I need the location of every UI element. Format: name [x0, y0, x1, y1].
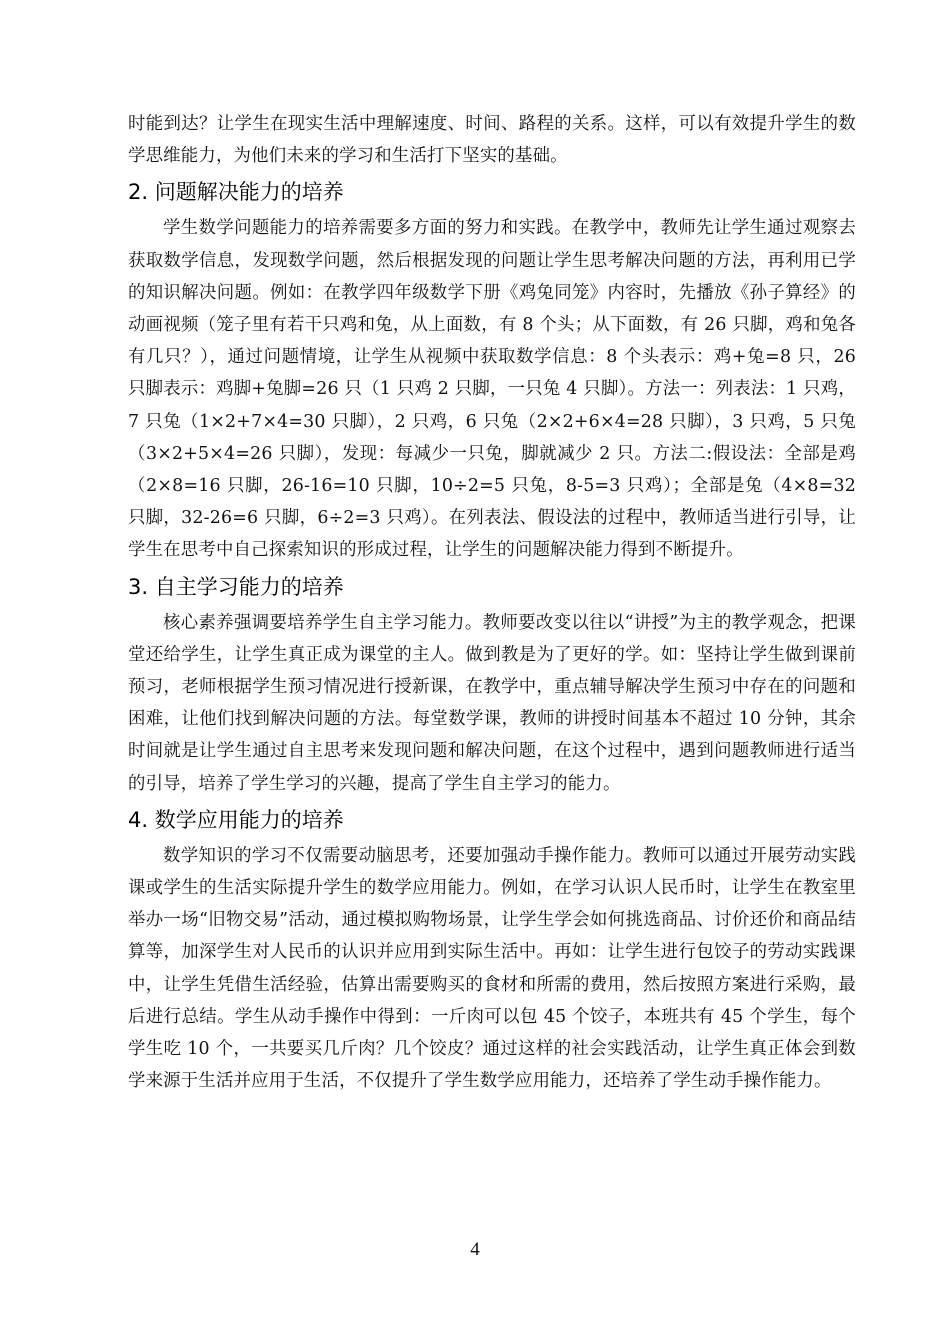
- page-content: [128, 108, 856, 1097]
- section-heading-math-application: 4. 数学应用能力的培养: [128, 807, 344, 832]
- section-body-self-learning: 核心素养强调要培养学生自主学习能力。教师要改变以往以“讲授”为主的教学观念，把课堂还给学生，让学生真正成为课堂的主人。做到教是为了更好的学。如：坚持让学生做到课前预习，老师根据学生预习情况进行授新课，在教学中，重点辅导解决学生预习中存在的问题和困难，让他们找到解决问题的方法。每堂数学课，教师的讲授时间基本不超过 10 分钟，其余时间就是让学生通过自主思考来发现问题和解决问题，在这个过程中，遇到问题教师进行适当的引导，培养了学生学习的兴趣，提高了学生自主学习的能力。: [128, 612, 856, 794]
- section-body-problem-solving: 学生数学问题能力的培养需要多方面的努力和实践。在教学中，教师先让学生通过观察去获取数学信息，发现数学问题，然后根据发现的问题让学生思考解决问题的方法，再利用已学的知识解决问题。例如：在教学四年级数学下册《鸡兔同笼》内容时，先播放《孙子算经》的动画视频（笼子里有若干只鸡和兔，从上面数，有 8 个头；从下面数，有 26 只脚，鸡和兔各有几只？），通过问题情境，让学生从视频中获取数学信息：8 个头表示：鸡+兔=8 只，26 只脚表示：鸡脚+兔脚=26 只（1 只鸡 2 只脚，一只兔 4 只脚）。方法一：列表法：1 只鸡，7 只兔（1×2+7×4=30 只脚），2 只鸡，6 只兔（2×2+6×4=28 只脚），3 只鸡，5 只兔（3×2+5×4=26 只脚），发现：每减少一只兔，脚就减少 2 只。方法二:假设法：全部是鸡（2×8=16 只脚，26-16=10 只脚，10÷2=5 只兔，8-5=3 只鸡）；全部是兔（4×8=32 只脚，32-26=6 只脚，6÷2=3 只鸡）。在列表法、假设法的过程中，教师适当进行引导，让学生在思考中自己探索知识的形成过程，让学生的问题解决能力得到不断提升。: [128, 218, 856, 561]
- section-heading-problem-solving: 2. 问题解决能力的培养: [128, 180, 344, 205]
- continuation-paragraph: 时能到达？让学生在现实生活中理解速度、时间、路程的关系。这样，可以有效提升学生的数学思维能力，为他们未来的学习和生活打下坚实的基础。: [128, 114, 856, 167]
- page-number: 4: [470, 1239, 480, 1260]
- section-heading-self-learning: 3. 自主学习能力的培养: [128, 574, 344, 599]
- section-body-math-application: 数学知识的学习不仅需要动脑思考，还要加强动手操作能力。教师可以通过开展劳动实践课或学生的生活实际提升学生的数学应用能力。例如，在学习认识人民币时，让学生在教室里举办一场“旧物交易”活动，通过模拟购物场景，让学生学会如何挑选商品、讨价还价和商品结算等，加深学生对人民币的认识并应用到实际生活中。再如：让学生进行包饺子的劳动实践课中，让学生凭借生活经验，估算出需要购买的食材和所需的费用，然后按照方案进行采购，最后进行总结。学生从动手操作中得到：一斤肉可以包 45 个饺子，本班共有 45 个学生，每个学生吃 10 个，一共要买几斤肉？几个饺皮？通过这样的社会实践活动，让学生真正体会到数学来源于生活并应用于生活，不仅提升了学生数学应用能力，还培养了学生动手操作能力。: [128, 845, 856, 1092]
